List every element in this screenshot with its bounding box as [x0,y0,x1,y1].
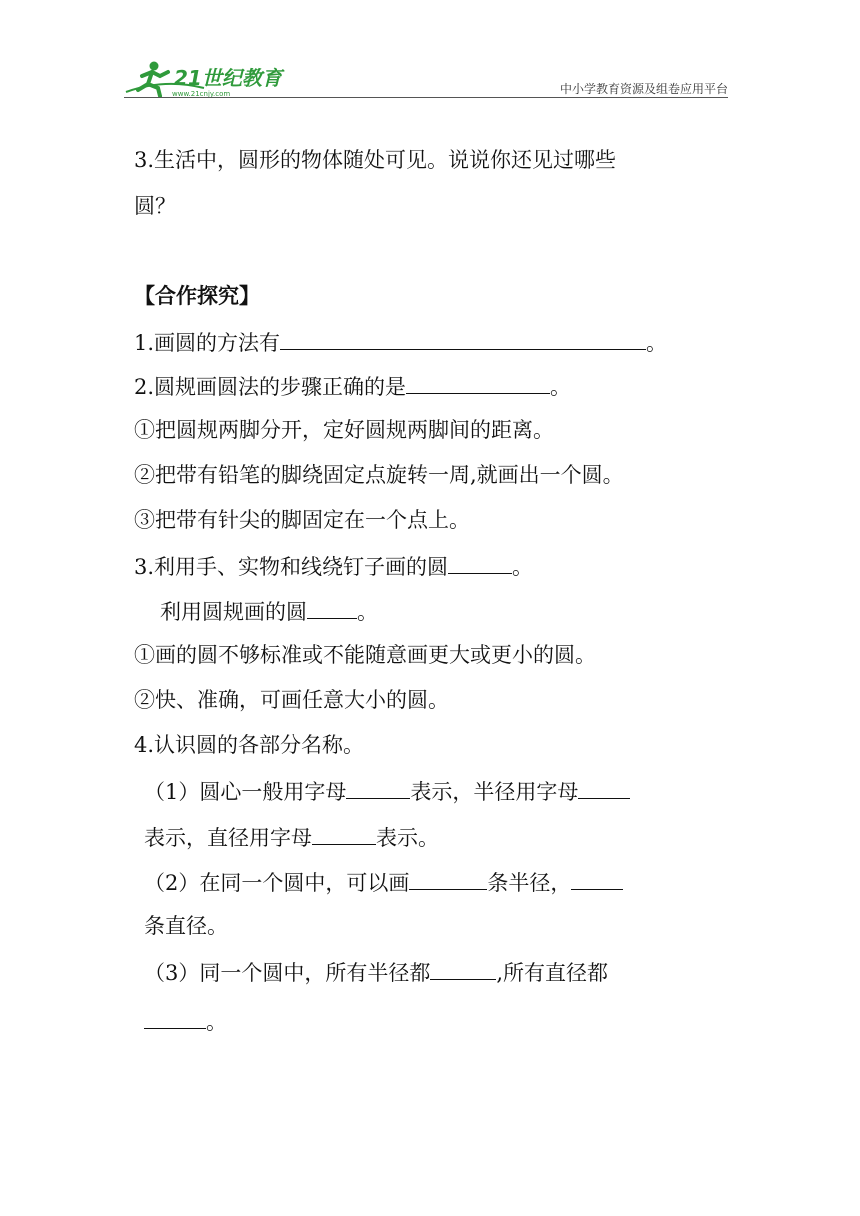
q4-center-letter-blank[interactable] [346,776,410,799]
logo-21cnjy [124,58,294,98]
intro-question-line1: 3.生活中，圆形的物体随处可见。说说你还见过哪些 [134,148,617,172]
q3-line1-suffix: 。 [512,555,534,579]
q4-p3-b: ,所有直径都 [496,961,609,985]
q4-diameter-count-blank[interactable] [571,867,623,890]
q2-step-1: ①把圆规两脚分开，定好圆规两脚间的距离。 [134,418,554,442]
intro-question-line2: 圆？ [134,194,176,218]
q4-p1-c: 表示，直径用字母 [144,826,312,850]
question-4-title: 4.认识圆的各部分名称。 [134,733,365,757]
q3-answer-blank-1[interactable] [448,551,512,574]
q3-line2-suffix: 。 [357,600,378,624]
q4-p1-b: 表示，半径用字母 [410,780,579,804]
header-tagline: 中小学教育资源及组卷应用平台 [559,82,728,96]
q1-answer-blank[interactable] [280,327,646,350]
q1-prefix: 1.画圆的方法有 [134,331,281,355]
question-1 [134,327,667,357]
logo-url: www.21cnjy.com [172,90,231,98]
q2-answer-blank[interactable] [406,371,550,394]
q4-part-2-line1 [144,867,623,897]
q4-part-1-line1 [144,776,630,806]
header-divider [124,97,728,98]
q3-option-1: ①画的圆不够标准或不能随意画更大或更小的圆。 [134,643,596,667]
q4-p2-a: （2）在同一个圆中，可以画 [144,871,410,895]
q3-option-2: ②快、准确，可画任意大小的圆。 [134,688,449,712]
question-3-line1 [134,551,533,581]
q4-p3-a: （3）同一个圆中，所有半径都 [144,961,431,985]
q4-radii-relation-blank[interactable] [430,957,496,980]
logo-text: 21世纪教育 [174,66,282,90]
q4-part-3-line1 [144,957,608,987]
q2-prefix: 2.圆规画圆法的步骤正确的是 [134,375,407,399]
q2-step-2: ②把带有铅笔的脚绕固定点旋转一周,就画出一个圆。 [134,463,624,487]
q4-radius-letter-blank[interactable] [578,776,630,799]
page-header [124,52,728,100]
q3-line2-prefix: 利用圆规画的圆 [160,600,307,624]
q2-step-3: ③把带有针尖的脚固定在一个点上。 [134,508,470,532]
q1-suffix: 。 [646,331,668,355]
q3-answer-blank-2[interactable] [307,596,357,619]
q4-part-2-line2: 条直径。 [144,914,228,938]
question-2 [134,371,571,401]
q3-line1-prefix: 3.利用手、实物和线绕钉子画的圆 [134,555,449,579]
q4-p1-d: 表示。 [376,826,439,850]
q4-p1-a: （1）圆心一般用字母 [144,780,347,804]
question-3-line2 [160,596,378,626]
q4-diameters-relation-blank[interactable] [144,1006,206,1029]
q4-p2-b: 条半径， [487,871,572,895]
section-title: 【合作探究】 [134,283,260,308]
q4-radius-count-blank[interactable] [409,867,487,890]
q2-suffix: 。 [550,375,572,399]
q4-p3-c: 。 [206,1010,227,1034]
q4-part-3-line2 [144,1006,227,1036]
q4-part-1-line2 [144,822,439,852]
q4-diameter-letter-blank[interactable] [312,822,376,845]
